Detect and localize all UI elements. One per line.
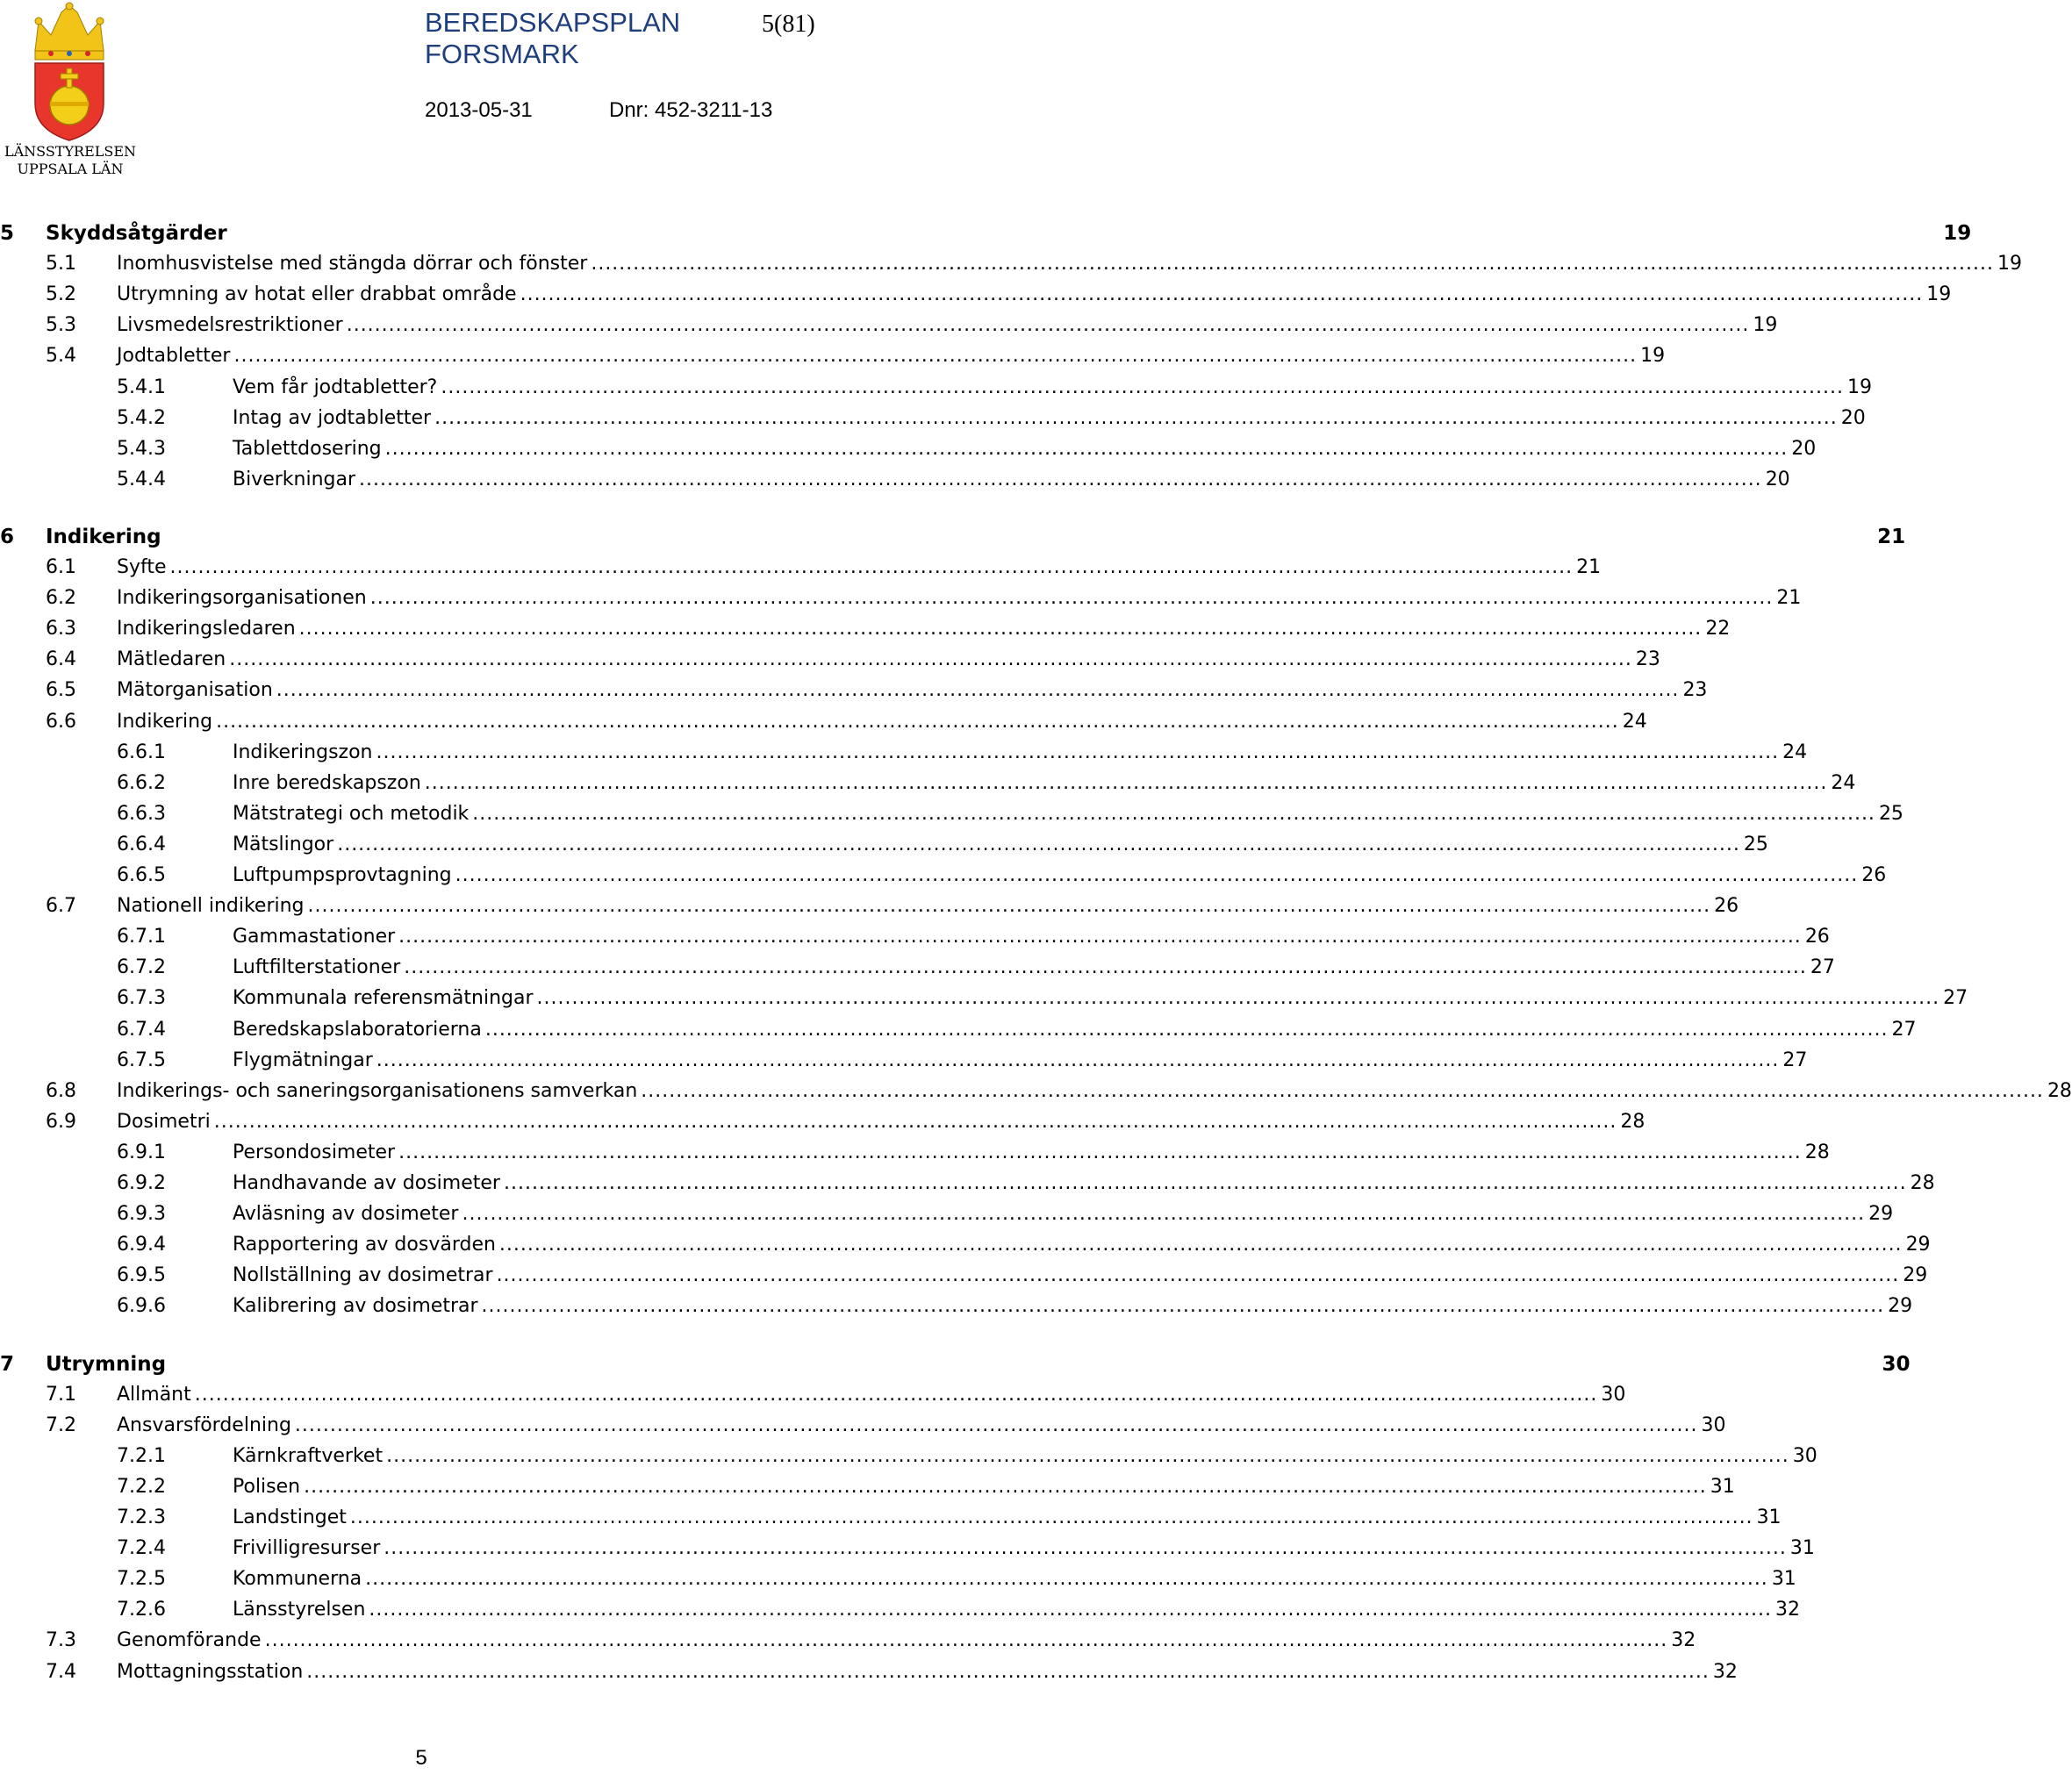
toc-page-number: 26 bbox=[1861, 864, 1887, 886]
toc-number: 7.2.4 bbox=[117, 1537, 166, 1560]
toc-number: 6.6.3 bbox=[117, 802, 166, 825]
document-title-line2: FORSMARK bbox=[425, 39, 579, 69]
toc-dot-leader: ........................................................................................................................................................................................................ bbox=[294, 1413, 1698, 1436]
toc-title: Kommunala referensmätningar bbox=[233, 987, 534, 1010]
toc-entry[interactable] bbox=[0, 404, 1866, 433]
toc-title: Nollställning av dosimetrar bbox=[233, 1264, 493, 1287]
toc-page-number: 25 bbox=[1743, 833, 1768, 855]
toc-dot-leader: ........................................................................................................................................................................................................ bbox=[306, 1660, 1710, 1683]
toc-title: Jodtabletter bbox=[117, 345, 231, 368]
toc-page-number: 25 bbox=[1878, 802, 1904, 825]
toc-dot-leader: ........................................................................................................................................................................................................ bbox=[264, 1629, 1668, 1652]
toc-entry[interactable] bbox=[0, 1292, 1913, 1320]
toc-number: 5.4.1 bbox=[117, 376, 166, 398]
document-date: 2013-05-31 bbox=[425, 98, 533, 122]
toc-chapter[interactable] bbox=[0, 219, 1972, 247]
toc-dot-leader: ........................................................................................................................................................................................................ bbox=[384, 437, 1789, 460]
toc-title-line bbox=[233, 739, 1808, 767]
toc-entry[interactable] bbox=[0, 1658, 1738, 1686]
toc-dot-leader: ........................................................................................................................................................................................................ bbox=[472, 802, 1875, 825]
toc-entry[interactable] bbox=[0, 1596, 1801, 1624]
toc-entry[interactable] bbox=[0, 1262, 1928, 1290]
toc-number: 6.6.1 bbox=[117, 741, 166, 763]
toc-number: 6.9.6 bbox=[117, 1295, 166, 1318]
toc-title: Intag av jodtabletter bbox=[233, 406, 432, 429]
toc-title: Utrymning av hotat eller drabbat område bbox=[117, 283, 517, 306]
toc-entry[interactable] bbox=[0, 250, 2022, 278]
toc-title: Mottagningsstation bbox=[117, 1660, 304, 1683]
toc-dot-leader: ........................................................................................................................................................................................................ bbox=[298, 618, 1703, 641]
toc-entry[interactable] bbox=[0, 374, 1872, 402]
org-name-line1: LÄNSSTYRELSEN bbox=[4, 143, 137, 160]
footer-page-number: 5 bbox=[415, 1746, 427, 1770]
toc-title-line bbox=[117, 250, 2022, 278]
toc-title: Polisen bbox=[233, 1475, 301, 1498]
toc-dot-leader: ........................................................................................................................................................................................................ bbox=[337, 833, 1740, 855]
toc-page-number: 20 bbox=[1765, 468, 1790, 490]
toc-title-line bbox=[233, 984, 1968, 1013]
toc-number: 5.1 bbox=[46, 253, 76, 276]
toc-title-line bbox=[117, 311, 1778, 340]
toc-title: Nationell indikering bbox=[117, 895, 305, 918]
toc-title: Syfte bbox=[117, 556, 167, 578]
toc-chapter[interactable] bbox=[0, 523, 1906, 551]
toc-page-number: 19 bbox=[1926, 283, 1952, 306]
toc-number: 7.1 bbox=[46, 1383, 76, 1406]
toc-dot-leader: ........................................................................................................................................................................................................ bbox=[484, 1018, 1889, 1041]
toc-dot-leader: ........................................................................................................................................................................................................ bbox=[404, 956, 1807, 979]
toc-entry[interactable] bbox=[0, 1231, 1931, 1259]
toc-dot-leader: ........................................................................................................................................................................................................ bbox=[307, 895, 1711, 918]
toc-title: Vem får jodtabletter? bbox=[233, 376, 438, 398]
toc-title-line bbox=[233, 1596, 1801, 1624]
toc-dot-leader: ........................................................................................................................................................................................................ bbox=[424, 771, 1828, 794]
toc-dot-leader: ........................................................................................................................................................................................................ bbox=[216, 710, 1619, 733]
toc-dot-leader: ........................................................................................................................................................................................................ bbox=[503, 1172, 1907, 1194]
toc-number: 6.6.2 bbox=[117, 771, 166, 794]
document-title bbox=[425, 7, 680, 70]
toc-title: Mätstrategi och metodik bbox=[233, 802, 470, 825]
toc-dot-leader: ........................................................................................................................................................................................................ bbox=[213, 1110, 1617, 1133]
toc-number: 6.6.5 bbox=[117, 864, 166, 886]
toc-page-number: 21 bbox=[1776, 587, 1802, 610]
toc-title-line bbox=[233, 466, 1790, 494]
toc-number: 6.7.4 bbox=[117, 1018, 166, 1041]
toc-number: 6.7.3 bbox=[117, 987, 166, 1010]
toc-page-number: 21 bbox=[1576, 556, 1602, 578]
toc-title-line bbox=[233, 1504, 1782, 1532]
toc-title: Kommunerna bbox=[233, 1568, 362, 1591]
toc-page-number: 30 bbox=[1601, 1383, 1626, 1406]
toc-number: 6.7.2 bbox=[117, 956, 166, 979]
toc-dot-leader: ........................................................................................................................................................................................................ bbox=[434, 406, 1838, 429]
toc-title-line bbox=[46, 1350, 1911, 1378]
toc-entry[interactable] bbox=[0, 769, 1856, 798]
toc-dot-leader: ........................................................................................................................................................................................................ bbox=[276, 679, 1680, 702]
toc-page-number: 24 bbox=[1622, 710, 1647, 733]
toc-dot-leader: ........................................................................................................................................................................................................ bbox=[441, 376, 1844, 398]
toc-title: Inomhusvistelse med stängda dörrar och fönster bbox=[117, 253, 588, 276]
toc-entry[interactable] bbox=[0, 1627, 1696, 1655]
toc-dot-leader: ........................................................................................................................................................................................................ bbox=[349, 1506, 1753, 1528]
toc-title-line bbox=[117, 281, 1952, 309]
toc-dot-leader: ........................................................................................................................................................................................................ bbox=[520, 283, 1924, 306]
toc-entry[interactable] bbox=[0, 646, 1660, 674]
toc-dot-leader: ........................................................................................................................................................................................................ bbox=[386, 1444, 1789, 1467]
toc-title: Rapportering av dosvärden bbox=[233, 1234, 496, 1256]
toc-page-number: 32 bbox=[1775, 1599, 1801, 1621]
toc-page-number: 28 bbox=[1910, 1172, 1935, 1194]
toc-entry[interactable] bbox=[0, 831, 1768, 859]
toc-title-line bbox=[117, 584, 1802, 612]
toc-title: Mätorganisation bbox=[117, 679, 273, 702]
toc-entry[interactable] bbox=[0, 1504, 1782, 1532]
toc-entry[interactable] bbox=[0, 1200, 1894, 1228]
toc-number: 6.2 bbox=[46, 587, 76, 610]
toc-page-number: 23 bbox=[1635, 648, 1660, 671]
toc-page-number: 27 bbox=[1782, 1048, 1808, 1071]
toc-title: Landstinget bbox=[233, 1506, 347, 1528]
toc-title: Mätledaren bbox=[117, 648, 226, 671]
toc-page-number: 19 bbox=[1753, 314, 1778, 337]
toc-number: 5.3 bbox=[46, 314, 76, 337]
toc-dot-leader: ........................................................................................................................................................................................................ bbox=[304, 1475, 1707, 1498]
toc-entry[interactable] bbox=[0, 311, 1778, 340]
toc-page-number: 22 bbox=[1705, 618, 1731, 641]
toc-number: 6.4 bbox=[46, 648, 76, 671]
toc-number: 6.9.5 bbox=[117, 1264, 166, 1287]
toc-entry[interactable] bbox=[0, 739, 1808, 767]
toc-entry[interactable] bbox=[0, 1139, 1830, 1167]
toc-number: 7.2.1 bbox=[117, 1444, 166, 1467]
toc-entry[interactable] bbox=[0, 1077, 2072, 1106]
toc-dot-leader: ........................................................................................................................................................................................................ bbox=[376, 1048, 1780, 1071]
toc-entry[interactable] bbox=[0, 1381, 1626, 1409]
toc-page-number: 26 bbox=[1804, 926, 1830, 948]
toc-title: Avläsning av dosimeter bbox=[233, 1203, 459, 1226]
toc-dot-leader: ........................................................................................................................................................................................................ bbox=[365, 1568, 1768, 1591]
toc-entry[interactable] bbox=[0, 1047, 1808, 1075]
toc-entry[interactable] bbox=[0, 1442, 1817, 1471]
toc-page-number: 29 bbox=[1903, 1264, 1928, 1287]
toc-number: 6.5 bbox=[46, 679, 76, 702]
toc-title-line bbox=[117, 676, 1708, 705]
toc-title-line bbox=[117, 615, 1731, 643]
toc-number: 7 bbox=[0, 1352, 15, 1376]
toc-title-line bbox=[233, 769, 1856, 798]
toc-dot-leader: ........................................................................................................................................................................................................ bbox=[359, 468, 1762, 490]
toc-page-number: 31 bbox=[1771, 1568, 1796, 1591]
toc-page-number: 19 bbox=[1997, 253, 2022, 276]
toc-title: Gammastationer bbox=[233, 926, 396, 948]
toc-title: Luftpumpsprovtagning bbox=[233, 864, 452, 886]
toc-entry[interactable] bbox=[0, 708, 1647, 736]
toc-page-number: 19 bbox=[1943, 222, 1972, 245]
document-title-line1: BEREDSKAPSPLAN bbox=[425, 7, 681, 38]
org-name-line2: UPPSALA LÄN bbox=[17, 161, 124, 177]
toc-dot-leader: ........................................................................................................................................................................................................ bbox=[384, 1537, 1787, 1560]
toc-title-line bbox=[46, 523, 1906, 551]
toc-page-number: 31 bbox=[1756, 1506, 1782, 1528]
toc-dot-leader: ........................................................................................................................................................................................................ bbox=[536, 987, 1940, 1010]
toc-page-number: 31 bbox=[1789, 1537, 1815, 1560]
toc-chapter[interactable] bbox=[0, 1350, 1911, 1378]
toc-dot-leader: ........................................................................................................................................................................................................ bbox=[641, 1079, 2044, 1102]
toc-title: Ansvarsfördelning bbox=[117, 1413, 291, 1436]
toc-entry[interactable] bbox=[0, 554, 1602, 582]
toc-number: 6.3 bbox=[46, 618, 76, 641]
toc-number: 7.2.6 bbox=[117, 1599, 166, 1621]
toc-page-number: 30 bbox=[1882, 1352, 1911, 1376]
toc-page-number: 23 bbox=[1682, 679, 1708, 702]
toc-title-line bbox=[233, 831, 1768, 859]
toc-number: 5.2 bbox=[46, 283, 76, 306]
toc-page-number: 21 bbox=[1877, 525, 1906, 548]
document-number: Dnr: 452-3211-13 bbox=[609, 98, 773, 122]
toc-title: Kalibrering av dosimetrar bbox=[233, 1295, 478, 1318]
toc-dot-leader: ........................................................................................................................................................................................................ bbox=[169, 556, 1574, 578]
toc-title-line bbox=[233, 1473, 1735, 1501]
toc-title-line bbox=[233, 862, 1887, 890]
toc-dot-leader: ........................................................................................................................................................................................................ bbox=[496, 1264, 1900, 1287]
toc-dot-leader: ........................................................................................................................................................................................................ bbox=[233, 345, 1638, 368]
toc-title: Inre beredskapszon bbox=[233, 771, 421, 794]
toc-dot-leader: ........................................................................................................................................................................................................ bbox=[346, 314, 1750, 337]
toc-title-line bbox=[117, 892, 1739, 920]
toc-title: Indikerings- och saneringsorganisationens samverkan bbox=[117, 1079, 638, 1102]
toc-title-line bbox=[233, 1200, 1894, 1228]
toc-title: Skyddsåtgärder bbox=[46, 222, 227, 245]
toc-page-number: 20 bbox=[1791, 437, 1817, 460]
toc-page-number: 31 bbox=[1710, 1475, 1735, 1498]
toc-page-number: 27 bbox=[1891, 1018, 1917, 1041]
toc-title: Indikering bbox=[117, 710, 213, 733]
toc-title-line bbox=[117, 708, 1647, 736]
toc-page-number: 26 bbox=[1714, 895, 1739, 918]
toc-page-number: 19 bbox=[1640, 345, 1666, 368]
toc-page-number: 28 bbox=[1804, 1141, 1830, 1163]
toc-title-line bbox=[117, 1627, 1696, 1655]
toc-page-number: 24 bbox=[1782, 741, 1808, 763]
toc-title: Flygmätningar bbox=[233, 1048, 373, 1071]
toc-number: 5.4.3 bbox=[117, 437, 166, 460]
toc-title-line bbox=[117, 1077, 2072, 1106]
toc-page-number: 30 bbox=[1792, 1444, 1817, 1467]
toc-dot-leader: ........................................................................................................................................................................................................ bbox=[455, 864, 1859, 886]
toc-dot-leader: ........................................................................................................................................................................................................ bbox=[462, 1203, 1866, 1226]
toc-title-line bbox=[233, 1262, 1928, 1290]
toc-title-line bbox=[233, 1016, 1917, 1044]
toc-title-line bbox=[233, 1170, 1935, 1198]
toc-title: Indikering bbox=[46, 525, 161, 548]
toc-number: 7.4 bbox=[46, 1660, 76, 1683]
toc-number: 6.7 bbox=[46, 895, 76, 918]
toc-dot-leader: ........................................................................................................................................................................................................ bbox=[229, 648, 1632, 671]
toc-dot-leader: ........................................................................................................................................................................................................ bbox=[194, 1383, 1598, 1406]
toc-page-number: 20 bbox=[1840, 406, 1866, 429]
toc-title: Genomförande bbox=[117, 1629, 262, 1652]
toc-title-line bbox=[233, 1231, 1931, 1259]
toc-number: 6 bbox=[0, 525, 15, 548]
toc-number: 6.9.2 bbox=[117, 1172, 166, 1194]
toc-number: 5 bbox=[0, 222, 15, 245]
toc-page-number: 30 bbox=[1701, 1413, 1726, 1436]
toc-number: 5.4.2 bbox=[117, 406, 166, 429]
toc-dot-leader: ........................................................................................................................................................................................................ bbox=[498, 1234, 1903, 1256]
toc-entry[interactable] bbox=[0, 1473, 1735, 1501]
toc-number: 5.4.4 bbox=[117, 468, 166, 490]
toc-title-line bbox=[117, 554, 1602, 582]
toc-page-number: 24 bbox=[1831, 771, 1856, 794]
toc-number: 6.8 bbox=[46, 1079, 76, 1102]
toc-entry[interactable] bbox=[0, 466, 1790, 494]
toc-dot-leader: ........................................................................................................................................................................................................ bbox=[376, 741, 1780, 763]
toc-title-line bbox=[233, 1139, 1830, 1167]
toc-page-number: 29 bbox=[1868, 1203, 1894, 1226]
toc-entry[interactable] bbox=[0, 584, 1802, 612]
toc-title-line bbox=[117, 1108, 1645, 1136]
toc-title: Frivilligresurser bbox=[233, 1537, 381, 1560]
toc-dot-leader: ........................................................................................................................................................................................................ bbox=[398, 1141, 1802, 1163]
toc-title-line bbox=[46, 219, 1972, 247]
toc-entry[interactable] bbox=[0, 1016, 1917, 1044]
toc-number: 6.9.3 bbox=[117, 1203, 166, 1226]
toc-number: 6.7.1 bbox=[117, 926, 166, 948]
toc-title-line bbox=[233, 1535, 1815, 1563]
toc-entry[interactable] bbox=[0, 923, 1830, 951]
toc-title-line bbox=[117, 646, 1660, 674]
toc-title-line bbox=[117, 342, 1666, 370]
toc-title-line bbox=[233, 1565, 1796, 1593]
toc-title-line bbox=[117, 1412, 1726, 1440]
toc-title: Mätslingor bbox=[233, 833, 334, 855]
toc-title: Luftfilterstationer bbox=[233, 956, 401, 979]
toc-title: Beredskapslaboratorierna bbox=[233, 1018, 482, 1041]
toc-entry[interactable] bbox=[0, 281, 1952, 309]
toc-page-number: 32 bbox=[1671, 1629, 1696, 1652]
toc-title-line bbox=[233, 1047, 1808, 1075]
toc-number: 5.4 bbox=[46, 345, 76, 368]
toc-entry[interactable] bbox=[0, 1108, 1645, 1136]
toc-dot-leader: ........................................................................................................................................................................................................ bbox=[398, 926, 1802, 948]
toc-entry[interactable] bbox=[0, 342, 1666, 370]
toc-title: Dosimetri bbox=[117, 1110, 211, 1133]
toc-title-line bbox=[233, 800, 1904, 828]
toc-title: Indikeringsorganisationen bbox=[117, 587, 367, 610]
toc-title-line bbox=[233, 1442, 1817, 1471]
toc-number: 7.2.2 bbox=[117, 1475, 166, 1498]
toc-title-line bbox=[233, 954, 1835, 982]
toc-entry[interactable] bbox=[0, 800, 1904, 828]
toc-number: 6.6 bbox=[46, 710, 76, 733]
toc-title: Handhavande av dosimeter bbox=[233, 1172, 500, 1194]
toc-title-line bbox=[117, 1658, 1738, 1686]
toc-title-line bbox=[233, 923, 1830, 951]
toc-title: Tablettdosering bbox=[233, 437, 382, 460]
toc-dot-leader: ........................................................................................................................................................................................................ bbox=[369, 587, 1774, 610]
toc-title: Livsmedelsrestriktioner bbox=[117, 314, 343, 337]
toc-page-number: 28 bbox=[1620, 1110, 1645, 1133]
toc-title: Länsstyrelsen bbox=[233, 1599, 366, 1621]
toc-page-number: 32 bbox=[1712, 1660, 1738, 1683]
toc-title-line bbox=[233, 1292, 1913, 1320]
toc-title-line bbox=[117, 1381, 1626, 1409]
toc-entry[interactable] bbox=[0, 1565, 1796, 1593]
toc-page-number: 27 bbox=[1810, 956, 1835, 979]
toc-title: Persondosimeter bbox=[233, 1141, 396, 1163]
toc-number: 7.2.3 bbox=[117, 1506, 166, 1528]
toc-title: Utrymning bbox=[46, 1352, 167, 1376]
toc-title: Allmänt bbox=[117, 1383, 191, 1406]
toc-dot-leader: ........................................................................................................................................................................................................ bbox=[481, 1295, 1885, 1318]
toc-entry[interactable] bbox=[0, 954, 1835, 982]
toc-title-line bbox=[233, 374, 1872, 402]
toc-number: 7.2 bbox=[46, 1413, 76, 1436]
toc-title-line bbox=[233, 404, 1866, 433]
page-label: 5(81) bbox=[762, 11, 815, 38]
toc-entry[interactable] bbox=[0, 615, 1731, 643]
toc-number: 6.7.5 bbox=[117, 1048, 166, 1071]
toc-number: 6.1 bbox=[46, 556, 76, 578]
toc-title: Indikeringszon bbox=[233, 741, 373, 763]
toc-number: 6.9.4 bbox=[117, 1234, 166, 1256]
toc-entry[interactable] bbox=[0, 1535, 1815, 1563]
toc-entry[interactable] bbox=[0, 1170, 1935, 1198]
toc-entry[interactable] bbox=[0, 1412, 1726, 1440]
toc-title: Indikeringsledaren bbox=[117, 618, 296, 641]
toc-number: 6.9 bbox=[46, 1110, 76, 1133]
toc-entry[interactable] bbox=[0, 435, 1817, 463]
toc-number: 6.6.4 bbox=[117, 833, 166, 855]
toc-dot-leader: ........................................................................................................................................................................................................ bbox=[369, 1599, 1773, 1621]
toc-entry[interactable] bbox=[0, 676, 1708, 705]
toc-entry[interactable] bbox=[0, 892, 1739, 920]
toc-number: 7.2.5 bbox=[117, 1568, 166, 1591]
toc-entry[interactable] bbox=[0, 984, 1968, 1013]
toc-page-number: 19 bbox=[1846, 376, 1872, 398]
crown-icon bbox=[35, 3, 104, 60]
toc-entry[interactable] bbox=[0, 862, 1887, 890]
toc-number: 7.3 bbox=[46, 1629, 76, 1652]
toc-title: Kärnkraftverket bbox=[233, 1444, 384, 1467]
toc-page-number: 29 bbox=[1905, 1234, 1931, 1256]
toc-page-number: 28 bbox=[2047, 1079, 2072, 1102]
toc-page-number: 29 bbox=[1888, 1295, 1913, 1318]
toc-number: 6.9.1 bbox=[117, 1141, 166, 1163]
toc-page-number: 27 bbox=[1943, 987, 1968, 1010]
toc-title-line bbox=[233, 435, 1817, 463]
toc-title: Biverkningar bbox=[233, 468, 356, 490]
toc-dot-leader: ........................................................................................................................................................................................................ bbox=[591, 253, 1994, 276]
